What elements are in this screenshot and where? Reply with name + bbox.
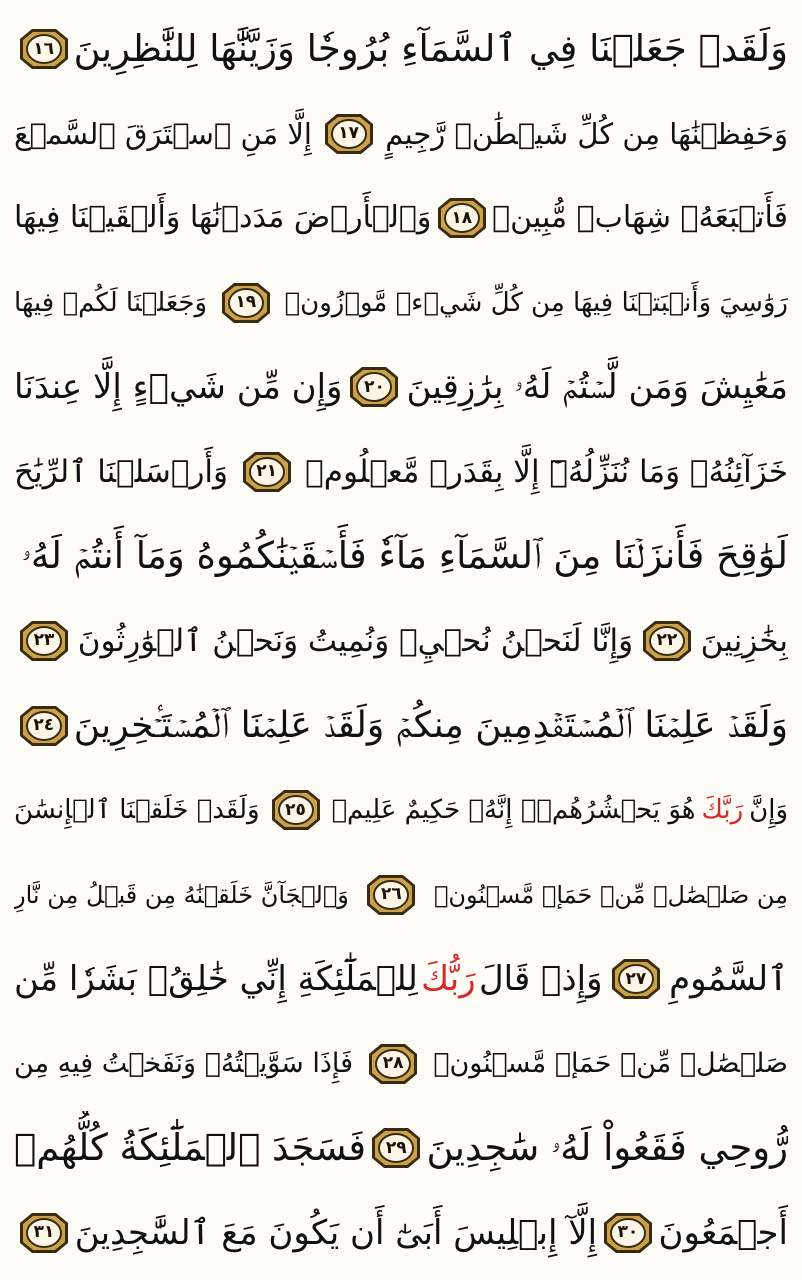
verse-text: هُوَ يَحۡشُرُهُمۡۚ إِنَّهُۥ حَكِيمٌ عَلِيمٞ <box>331 795 696 826</box>
verse-line <box>14 12 788 86</box>
verse-text: وَإِن مِّن شَيۡءٍ إِلَّا عِندَنَا <box>14 367 343 408</box>
ayah-number-marker <box>270 788 322 832</box>
verse-text: إِلَّا مَنِ ٱسۡتَرَقَ ٱلسَّمۡعَ <box>14 116 312 151</box>
ayah-number-marker <box>323 112 375 156</box>
verse-line <box>14 519 788 593</box>
ayah-number: ٣٠ <box>617 1222 639 1243</box>
verse-text: وَلَقَدۡ خَلَقۡنَا ٱلۡإِنسَٰنَ <box>14 795 260 826</box>
ayah-number-marker <box>367 1042 419 1086</box>
verse-text: وَأَرۡسَلۡنَا ٱلرِّيَٰحَ <box>14 453 229 490</box>
ayah-number: ٢٩ <box>385 1137 407 1158</box>
ayah-number-marker <box>436 196 488 240</box>
verse-text: بِخَٰزِنِينَ <box>700 622 788 659</box>
verse-text: فَأَتۡبَعَهُۥ شِهَابٞ مُّبِينٞ <box>492 200 788 236</box>
ayah-number: ٢١ <box>256 461 277 482</box>
verse-text: لَوَٰقِحَ فَأَنزَلۡنَا مِنَ ٱلسَّمَآءِ مَآءٗ فَأَسۡقَيۡنَٰكُمُوهُ وَمَآ أَنتُمۡ لَهُۥ <box>21 534 788 578</box>
verse-line <box>14 689 788 763</box>
ayah-number-marker <box>370 1126 422 1170</box>
verse-text: مِن صَلۡصَٰلٖ مِّنۡ حَمَإٖ مَّسۡنُونٖ <box>433 880 788 909</box>
verse-text: وَٱلۡأَرۡضَ مَدَدۡنَٰهَا وَأَلۡقَيۡنَا فِيهَا <box>14 200 432 236</box>
ayah-number-marker <box>348 365 400 409</box>
verse-text: فَإِذَا سَوَّيۡتُهُۥ وَنَفَخۡتُ فِيهِ مِن <box>14 1047 354 1079</box>
ayah-number: ٢٥ <box>285 799 306 820</box>
verse-line <box>14 97 788 171</box>
verse-text: وَحَفِظۡنَٰهَا مِن كُلِّ شَيۡطَٰنٖ رَّجِيمٍ <box>385 116 788 151</box>
verse-text: أَجۡمَعُونَ <box>658 1212 788 1253</box>
verse-line <box>14 942 788 1016</box>
verse-line <box>14 1027 788 1101</box>
verse-line <box>14 181 788 255</box>
ayah-number: ٢٠ <box>364 376 385 397</box>
verse-text: صَلۡصَٰلٖ مِّنۡ حَمَإٖ مَّسۡنُونٖ <box>433 1047 788 1079</box>
ayah-number-marker <box>18 619 70 663</box>
ayah-number-marker <box>241 450 293 494</box>
ayah-number-marker <box>220 281 272 325</box>
ayah-number: ٢٣ <box>33 630 55 651</box>
verse-line <box>14 858 788 932</box>
verse-text: وَجَعَلۡنَا لَكُمۡ فِيهَا <box>14 287 208 318</box>
verse-line <box>14 435 788 509</box>
ayah-number: ٣١ <box>33 1222 55 1243</box>
verse-text: مَعَٰيِشَ وَمَن لَّسۡتُمۡ لَهُۥ بِرَٰزِقِينَ <box>406 367 788 408</box>
verse-text: خَزَآئِنُهُۥ وَمَا نُنَزِّلُهُۥٓ إِلَّا بِقَدَرٖ مَّعۡلُومٖ <box>305 453 788 490</box>
ayah-number-marker <box>602 1211 654 1255</box>
verse-line <box>14 773 788 847</box>
ayah-number: ٢٤ <box>33 715 55 735</box>
verse-line <box>14 266 788 340</box>
verse-line <box>14 1196 788 1270</box>
verse-line <box>14 350 788 424</box>
verse-text: رُّوحِي فَقَعُواْ لَهُۥ سَٰجِدِينَ <box>426 1126 788 1170</box>
ayah-number: ١٨ <box>451 207 473 228</box>
verse-text: وَٱلۡجَآنَّ خَلَقۡنَٰهُ مِن قَبۡلُ مِن نَّارِ <box>14 880 349 909</box>
ayah-number: ٢٢ <box>656 630 678 651</box>
ayah-number: ١٧ <box>338 123 360 144</box>
ayah-number-marker <box>365 873 417 917</box>
ayah-number: ١٦ <box>33 38 54 59</box>
divine-name-highlight: رَبَّكَ <box>701 795 744 826</box>
verse-line <box>14 604 788 678</box>
ayah-number: ٢٦ <box>381 884 402 905</box>
verse-text: وَإِنَّا لَنَحۡنُ نُحۡيِۦ وَنُمِيتُ وَنَحۡنُ ٱلۡوَٰرِثُونَ <box>77 622 634 659</box>
verse-text: لِلۡمَلَٰٓئِكَةِ إِنِّي خَٰلِقُۢ بَشَرٗا مِّن <box>14 959 418 1000</box>
verse-text: وَإِنَّ <box>749 795 788 826</box>
verse-line <box>14 1111 788 1185</box>
verse-text: رَوَٰسِيَ وَأَنۢبَتۡنَا فِيهَا مِن كُلِّ شَيۡءٖ مَّوۡزُونٖ <box>284 287 788 318</box>
ayah-number-marker <box>18 27 70 71</box>
ayah-number: ١٩ <box>235 292 257 313</box>
verse-text: وَلَقَدۡ جَعَلۡنَا فِي ٱلسَّمَآءِ بُرُوجٗا وَزَيَّنَّٰهَا لِلنَّٰظِرِينَ <box>73 27 788 70</box>
ayah-number: ٢٧ <box>625 968 647 989</box>
ayah-number: ٢٨ <box>382 1053 404 1074</box>
divine-name-highlight: رَبُّكَ <box>421 959 476 1000</box>
verse-text: وَلَقَدۡ عَلِمۡنَا ٱلۡمُسۡتَقۡدِمِينَ مِنكُمۡ وَلَقَدۡ عَلِمۡنَا ٱلۡمُسۡتَـٔۡخِرِينَ <box>73 704 788 746</box>
ayah-number-marker <box>18 704 70 748</box>
verse-text: فَسَجَدَ ٱلۡمَلَٰٓئِكَةُ كُلُّهُمۡ <box>14 1126 367 1170</box>
ayah-number-marker <box>610 957 662 1001</box>
verse-text: وَإِذۡ قَالَ <box>478 959 603 1000</box>
ayah-number-marker <box>641 619 693 663</box>
verse-text: إِلَّآ إِبۡلِيسَ أَبَىٰٓ أَن يَكُونَ مَعَ ٱلسَّٰجِدِينَ <box>74 1212 598 1253</box>
verse-text: ٱلسَّمُومِ <box>669 959 788 1000</box>
ayah-number-marker <box>18 1211 70 1255</box>
